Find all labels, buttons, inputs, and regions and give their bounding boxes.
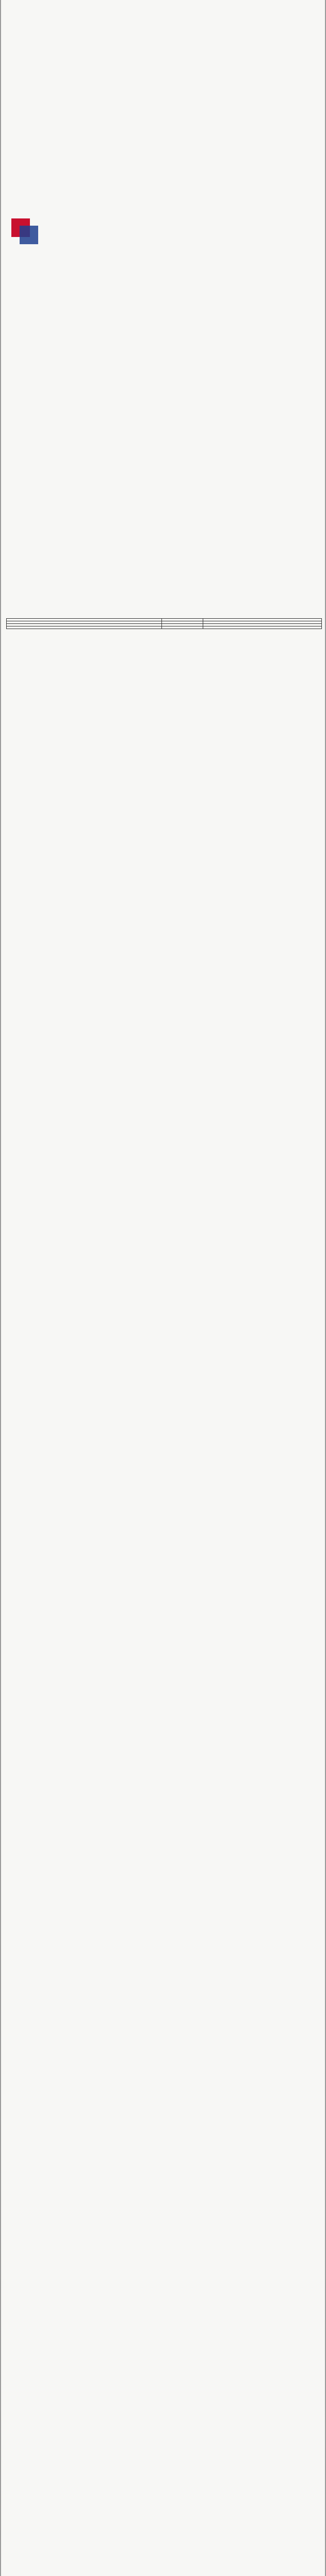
header xyxy=(1,0,326,422)
voters-row-letras xyxy=(203,626,322,629)
cne-logo xyxy=(10,216,77,247)
voters-row-label xyxy=(7,626,162,629)
table-row xyxy=(7,626,322,629)
voters-table xyxy=(6,618,322,629)
voters-row-nro xyxy=(162,626,203,629)
